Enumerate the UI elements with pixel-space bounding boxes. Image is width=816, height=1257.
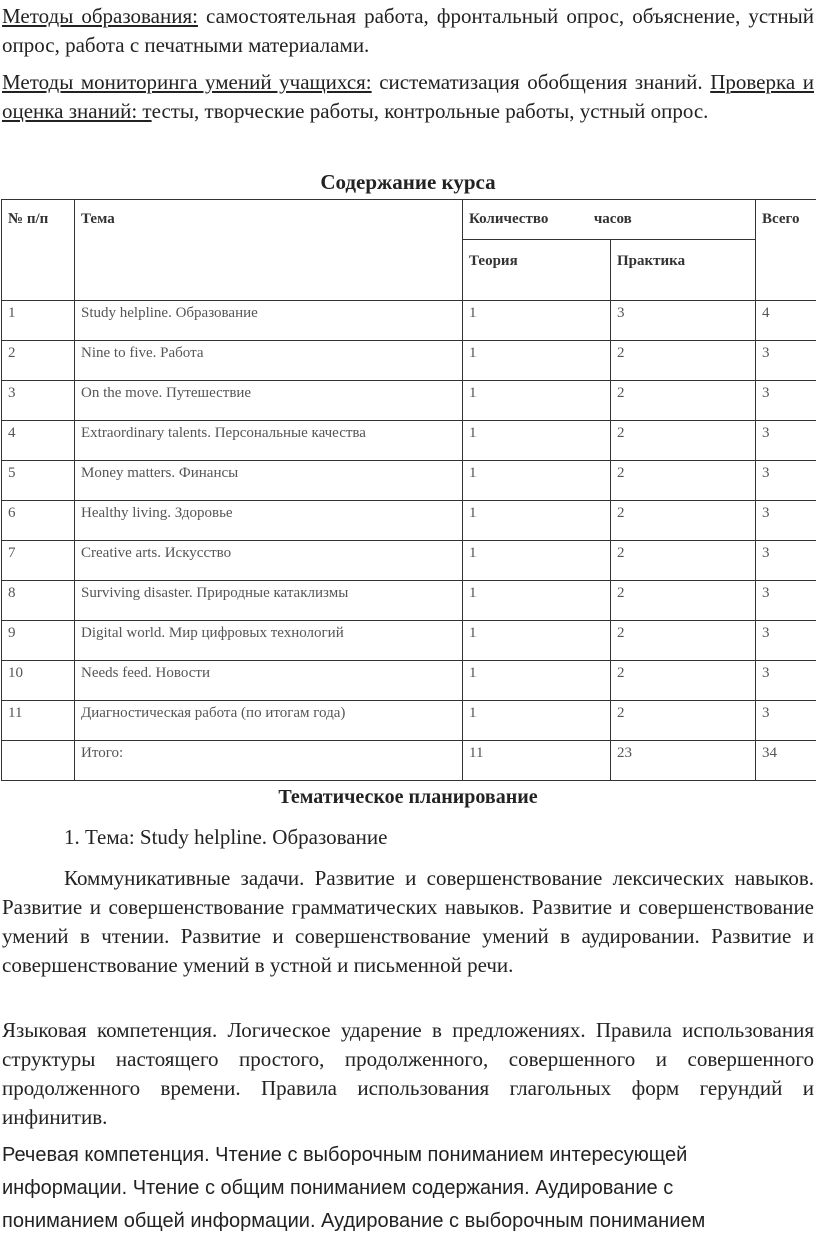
cell-topic: Итого: [75,741,463,781]
planning-title: Тематическое планирование [278,786,538,808]
table-row [2,381,816,421]
cell-total: 3 [756,421,816,461]
cell-topic: Study helpline. Образование [75,301,463,341]
table-row [2,501,816,541]
cell-theory: 1 [463,581,611,621]
cell-total: 3 [756,581,816,621]
cell-practice: 2 [611,501,756,541]
cell-total: 3 [756,661,816,701]
methods-text: самостоятельная работа, фронтальный опрос, объяснение, устный опрос, работа с печатными материалами. [2,4,814,57]
cell-num: 7 [2,541,75,581]
cell-total: 3 [756,621,816,661]
course-table [1,199,816,781]
cell-topic: Needs feed. Новости [75,661,463,701]
header-theory: Теория [463,240,611,301]
cell-total: 34 [756,741,816,781]
cell-topic: Surviving disaster. Природные катаклизмы [75,581,463,621]
cell-num: 5 [2,461,75,501]
monitoring-paragraph [0,68,816,126]
cell-num: 10 [2,661,75,701]
speech-paragraph: Речевая компетенция. Чтение с выборочным пониманием интересующей информации. Чтение с общим пониманием содержания. Аудирование с пониманием общей информации. Аудирование с выборочным пониманием [2,1144,706,1232]
cell-practice: 2 [611,661,756,701]
cell-theory: 1 [463,381,611,421]
cell-total: 3 [756,381,816,421]
assessment-label: Проверка и оценка знаний: т [2,70,814,123]
topic-heading: 1. Тема: Study helpline. Образование [64,825,388,849]
communicative-paragraph: Коммуникативные задачи. Развитие и совершенствование лексических навыков. Развитие и совершенствование грамматических навыков. Развитие и совершенствование умений в чтении. Развитие и совершенствование умений в аудировании. Развитие и совершенствование умений в устной и письменной речи. [2,866,814,977]
cell-num: 9 [2,621,75,661]
cell-topic: Healthy living. Здоровье [75,501,463,541]
cell-num: 4 [2,421,75,461]
header-total: Всего [756,200,816,301]
cell-topic: On the move. Путешествие [75,381,463,421]
language-paragraph: Языковая компетенция. Логическое ударение в предложениях. Правила использования структуры настоящего простого, продолженного, совершенного и совершенного продолженного времени. Правила использования глагольных форм герундий и инфинитив. [2,1018,814,1129]
table-row [2,741,816,781]
header-hours-label2: часов [593,211,632,227]
header-topic: Тема [75,200,463,301]
cell-topic: Creative arts. Искусство [75,541,463,581]
cell-theory: 1 [463,541,611,581]
cell-total: 3 [756,701,816,741]
header-hours-label: Количество [469,211,549,227]
methods-paragraph [0,2,816,60]
cell-theory: 1 [463,661,611,701]
cell-num [2,741,75,781]
methods-label: Методы образования: [2,4,198,28]
cell-num: 11 [2,701,75,741]
header-practice: Практика [611,240,756,301]
cell-total: 3 [756,541,816,581]
table-row [2,461,816,501]
table-row [2,701,816,741]
cell-practice: 23 [611,741,756,781]
header-num: № п/п [2,200,75,301]
cell-num: 2 [2,341,75,381]
table-row [2,661,816,701]
table-row [2,581,816,621]
course-content-title: Содержание курса [320,170,496,194]
cell-practice: 2 [611,581,756,621]
cell-practice: 2 [611,341,756,381]
cell-topic: Money matters. Финансы [75,461,463,501]
cell-total: 3 [756,461,816,501]
cell-practice: 2 [611,541,756,581]
cell-theory: 1 [463,701,611,741]
cell-practice: 2 [611,621,756,661]
cell-practice: 2 [611,381,756,421]
table-row [2,541,816,581]
header-hours [463,200,756,240]
table-row [2,621,816,661]
table-row [2,421,816,461]
table-row [2,341,816,381]
table-row [2,301,816,341]
cell-practice: 3 [611,301,756,341]
cell-theory: 1 [463,621,611,661]
cell-theory: 1 [463,501,611,541]
cell-num: 3 [2,381,75,421]
cell-practice: 2 [611,421,756,461]
cell-theory: 1 [463,341,611,381]
cell-topic: Extraordinary talents. Персональные качества [75,421,463,461]
cell-topic: Диагностическая работа (по итогам года) [75,701,463,741]
cell-num: 1 [2,301,75,341]
cell-topic: Nine to five. Работа [75,341,463,381]
cell-theory: 1 [463,421,611,461]
cell-total: 4 [756,301,816,341]
cell-theory: 1 [463,301,611,341]
cell-num: 6 [2,501,75,541]
assessment-text: есты, творческие работы, контрольные работы, устный опрос. [151,99,709,123]
cell-num: 8 [2,581,75,621]
monitoring-text: систематизация обобщения знаний. [371,70,703,94]
cell-topic: Digital world. Мир цифровых технологий [75,621,463,661]
cell-theory: 11 [463,741,611,781]
cell-theory: 1 [463,461,611,501]
monitoring-label: Методы мониторинга умений учащихся: [2,70,372,94]
cell-practice: 2 [611,701,756,741]
cell-total: 3 [756,501,816,541]
cell-practice: 2 [611,461,756,501]
cell-total: 3 [756,341,816,381]
